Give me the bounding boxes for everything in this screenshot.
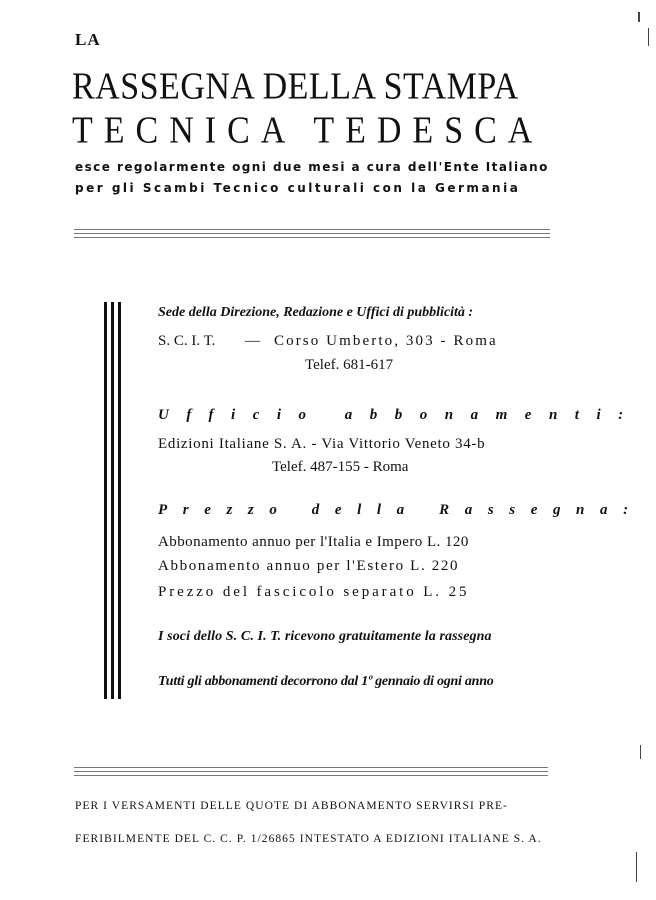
scan-mark (640, 745, 641, 759)
direzione-phone: Telef. 681-617 (305, 357, 394, 373)
footer-line-2: FERIBILMENTE DEL C. C. P. 1/26865 INTESTATO A EDIZIONI ITALIANE S. A. (75, 833, 542, 845)
direzione-org: S. C. I. T. (158, 333, 216, 349)
title-line-1: RASSEGNA DELLA STAMPA (72, 66, 519, 108)
prezzo-item: Abbonamento annuo per l'Estero L. 220 (158, 558, 460, 574)
abbonamenti-phone: Telef. 487-155 - Roma (272, 459, 409, 475)
scan-mark (648, 28, 649, 46)
abbonamenti-heading: Ufficio abbonamenti: (158, 407, 641, 423)
left-vertical-bars (104, 302, 124, 699)
direzione-address: Corso Umberto, 303 - Roma (274, 333, 498, 349)
prezzo-heading: Prezzo della Rassegna: (158, 502, 644, 518)
abbonamenti-company: Edizioni Italiane S. A. - Via Vittorio Veneto 34-b (158, 436, 486, 452)
direzione-dash: — (245, 333, 260, 349)
direzione-heading: Sede della Direzione, Redazione e Uffici di pubblicità : (158, 305, 474, 320)
subtitle-line-1: esce regolarmente ogni due mesi a cura dell'Ente Italiano (75, 160, 549, 174)
subtitle-line-2: per gli Scambi Tecnico culturali con la Germania (75, 181, 521, 195)
title-line-2: TECNICA TEDESCA (72, 110, 544, 152)
header-article: LA (75, 30, 101, 49)
prezzo-item: Abbonamento annuo per l'Italia e Impero L. 120 (158, 534, 469, 550)
decorrenza-note: Tutti gli abbonamenti decorrono dal 1º gennaio di ogni anno (158, 674, 494, 689)
scan-mark (638, 12, 640, 22)
prezzo-item: Prezzo del fascicolo separato L. 25 (158, 584, 470, 600)
footer-line-1: PER I VERSAMENTI DELLE QUOTE DI ABBONAMENTO SERVIRSI PRE- (75, 800, 508, 812)
soci-note: I soci dello S. C. I. T. ricevono gratuitamente la rassegna (158, 629, 492, 644)
scan-mark (636, 852, 637, 882)
